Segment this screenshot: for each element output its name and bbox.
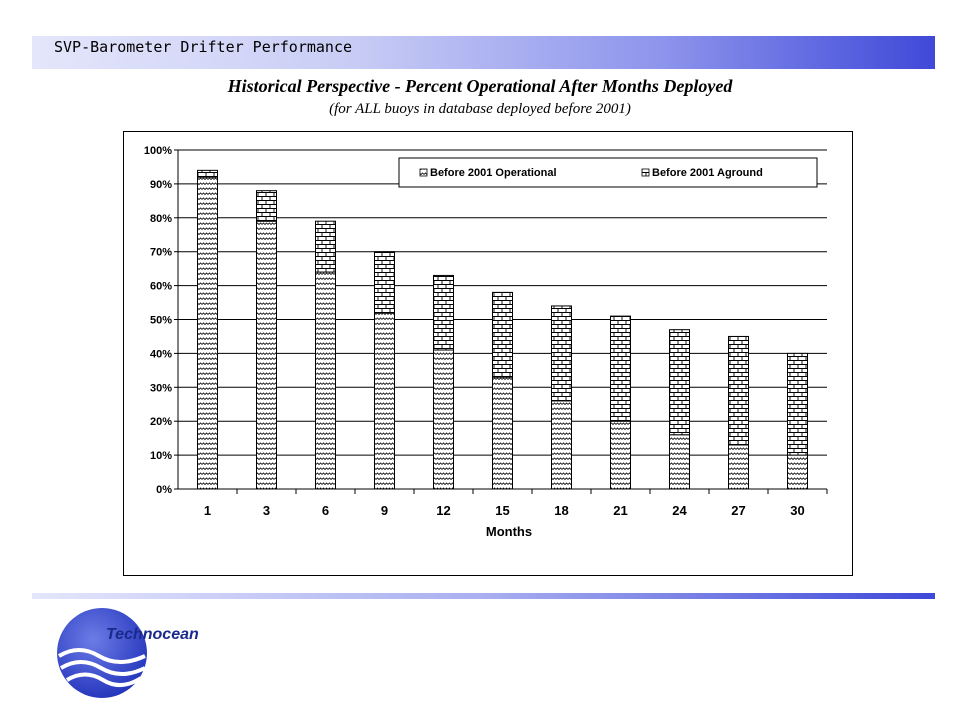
y-tick-label: 10% [149,450,172,463]
bar-operational-18 [552,401,572,489]
bar-operational-9 [375,313,395,489]
bar-aground-15 [493,292,513,377]
logo-text: Technocean [106,626,199,643]
x-tick-label: 6 [321,503,330,518]
bar-operational-6 [316,272,336,489]
y-tick-labels [144,145,172,496]
x-tick-label: 1 [203,503,212,518]
bar-aground-27 [729,336,749,444]
x-tick-labels [204,489,827,518]
x-tick-label: 18 [554,503,569,518]
footer-bar [32,593,935,599]
x-tick-label: 12 [436,503,451,518]
x-tick-label: 3 [262,503,271,518]
legend [399,158,817,187]
chart-frame [123,131,853,576]
bar-operational-21 [611,421,631,489]
y-tick-label: 60% [149,280,172,293]
y-tick-label: 0% [156,484,172,496]
y-tick-label: 90% [149,178,172,191]
x-tick-label: 15 [495,503,510,518]
bar-aground-6 [316,221,336,272]
stacked-bar-chart [124,132,854,577]
y-tick-label: 50% [149,314,172,327]
bar-operational-24 [670,435,690,489]
bar-operational-30 [788,455,808,489]
y-tick-label: 20% [149,416,172,429]
chart-subtitle: (for ALL buoys in database deployed before 2001) [329,101,631,117]
y-tick-label: 30% [149,382,172,395]
bar-aground-30 [788,353,808,455]
legend-swatch [420,169,427,176]
page-header-title: SVP-Barometer Drifter Performance [54,38,353,56]
bar-aground-18 [552,306,572,401]
legend-swatch [642,169,649,176]
bar-aground-12 [434,275,454,350]
x-tick-label: 24 [672,503,687,518]
y-tick-label: 100% [143,145,172,157]
x-axis-title: Months [485,524,533,539]
bar-aground-24 [670,330,690,435]
x-tick-label: 30 [790,503,805,518]
bar-aground-9 [375,252,395,313]
bar-operational-1 [198,177,218,489]
chart-title: Historical Perspective - Percent Operational After Months Deployed [227,76,733,96]
x-tick-label: 27 [731,503,746,518]
technocean-logo [55,606,215,701]
bar-operational-12 [434,350,454,489]
bar-operational-15 [493,377,513,489]
bar-operational-27 [729,445,749,489]
y-tick-label: 80% [149,212,172,225]
bar-operational-3 [257,221,277,489]
y-tick-label: 40% [149,348,172,361]
legend-label: Before 2001 Operational [430,167,557,179]
x-tick-label: 9 [380,503,389,518]
x-tick-label: 21 [613,503,628,518]
bar-aground-1 [198,170,218,177]
y-tick-label: 70% [149,246,172,259]
bar-aground-3 [257,191,277,222]
legend-label: Before 2001 Aground [652,167,763,179]
bar-aground-21 [611,316,631,421]
